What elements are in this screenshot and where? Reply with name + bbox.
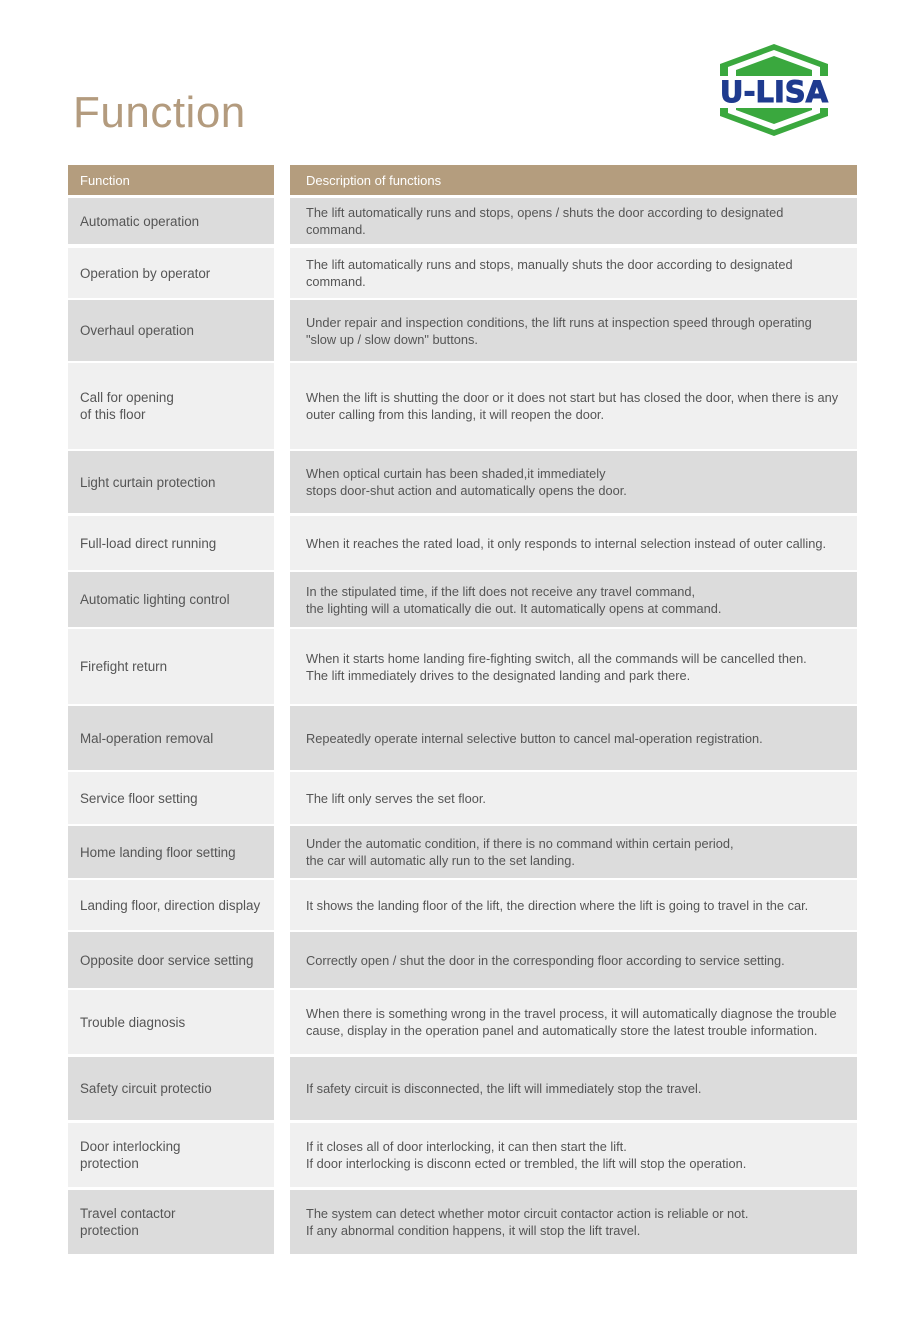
- description-text: When there is something wrong in the travel process, it will automatically diagnose the trouble cause, display in the operation panel and automatically store the latest trouble information.: [306, 1006, 837, 1038]
- description-text: When it reaches the rated load, it only responds to internal selection instead of outer calling.: [306, 535, 826, 551]
- description-text: Under repair and inspection conditions, the lift runs at inspection speed through operating "slow up / slow down" buttons.: [306, 314, 812, 347]
- description-text: If it closes all of door interlocking, it can then start the lift. If door interlocking is disconn ected or trembled, the lift will stop the operation.: [306, 1139, 747, 1171]
- function-label: Service floor setting: [80, 790, 198, 806]
- description-cell: [290, 516, 857, 570]
- page-title: Function: [73, 88, 246, 137]
- function-cell: [68, 990, 274, 1054]
- function-cell: [68, 516, 274, 570]
- description-cell: [290, 880, 857, 930]
- function-cell: [68, 363, 274, 449]
- description-cell: [290, 572, 857, 627]
- function-label: Automatic operation: [80, 213, 200, 229]
- description-text: Repeatedly operate internal selective button to cancel mal-operation registration.: [306, 730, 763, 746]
- function-cell: [68, 451, 274, 513]
- function-cell: [68, 1123, 274, 1187]
- description-cell: [290, 1123, 857, 1187]
- function-cell: [68, 1057, 274, 1120]
- description-cell: [290, 198, 857, 244]
- function-label: Door interlocking protection: [80, 1139, 181, 1171]
- function-label: Landing floor, direction display: [80, 897, 261, 913]
- function-cell: [68, 300, 274, 361]
- description-cell: [290, 990, 857, 1054]
- description-cell: [290, 826, 857, 878]
- description-text: The system can detect whether motor circuit contactor action is reliable or not. If any abnormal condition happens, it will stop the lift travel.: [306, 1206, 749, 1238]
- description-cell: [290, 1057, 857, 1120]
- function-cell: [68, 1190, 274, 1254]
- function-label: Operation by operator: [80, 265, 211, 281]
- u-lisa-logo: [700, 42, 848, 138]
- function-cell: [68, 572, 274, 627]
- description-text: It shows the landing floor of the lift, the direction where the lift is going to travel in the car.: [306, 897, 809, 913]
- description-text: The lift automatically runs and stops, opens / shuts the door according to designated command.: [306, 205, 784, 237]
- function-label: Full-load direct running: [80, 535, 217, 551]
- description-text: When the lift is shutting the door or it does not start but has closed the door, when there is any outer calling from this landing, it will reopen the door.: [306, 390, 839, 422]
- function-cell: [68, 706, 274, 770]
- svg-text:U-LISA: U-LISA: [719, 75, 829, 109]
- description-cell: [290, 706, 857, 770]
- description-cell: [290, 629, 857, 704]
- description-text: In the stipulated time, if the lift does not receive any travel command, the lighting will a utomatically die out. It automatically opens at command.: [306, 583, 722, 616]
- function-cell: [68, 629, 274, 704]
- description-cell: [290, 451, 857, 513]
- function-column-header: Function: [68, 165, 274, 195]
- function-cell: [68, 198, 274, 244]
- function-label: Mal-operation removal: [80, 730, 214, 746]
- description-cell: [290, 248, 857, 298]
- function-label: Travel contactor protection: [80, 1206, 176, 1238]
- function-cell: [68, 880, 274, 930]
- description-text: Under the automatic condition, if there is no command within certain period, the car will automatic ally run to the set landing.: [306, 836, 734, 868]
- description-text: When optical curtain has been shaded,it immediately stops door-shut action and automatically opens the door.: [306, 466, 627, 498]
- function-cell: [68, 248, 274, 298]
- function-label: Opposite door service setting: [80, 952, 254, 968]
- function-label: Automatic lighting control: [80, 592, 230, 607]
- description-text: The lift only serves the set floor.: [306, 790, 486, 806]
- function-label: Overhaul operation: [80, 323, 194, 338]
- function-cell: [68, 932, 274, 988]
- description-text: The lift automatically runs and stops, manually shuts the door according to designated command.: [306, 257, 793, 289]
- function-cell: [68, 826, 274, 878]
- description-text: When it starts home landing fire-fighting switch, all the commands will be cancelled then. The lift immediately drives to the designated landing and park there.: [306, 650, 807, 683]
- description-text: Correctly open / shut the door in the corresponding floor according to service setting.: [306, 952, 785, 968]
- function-label: Trouble diagnosis: [80, 1014, 186, 1030]
- description-cell: [290, 772, 857, 824]
- description-cell: [290, 363, 857, 449]
- function-label: Firefight return: [80, 659, 168, 674]
- function-cell: [68, 772, 274, 824]
- description-cell: [290, 932, 857, 988]
- description-column-header: Description of functions: [290, 165, 857, 195]
- description-cell: [290, 1190, 857, 1254]
- function-label: Light curtain protection: [80, 474, 216, 490]
- function-label: Safety circuit protectio: [80, 1081, 212, 1096]
- description-text: If safety circuit is disconnected, the lift will immediately stop the travel.: [306, 1081, 702, 1096]
- description-cell: [290, 300, 857, 361]
- function-label: Home landing floor setting: [80, 844, 236, 860]
- function-label: Call for opening of this floor: [80, 390, 174, 422]
